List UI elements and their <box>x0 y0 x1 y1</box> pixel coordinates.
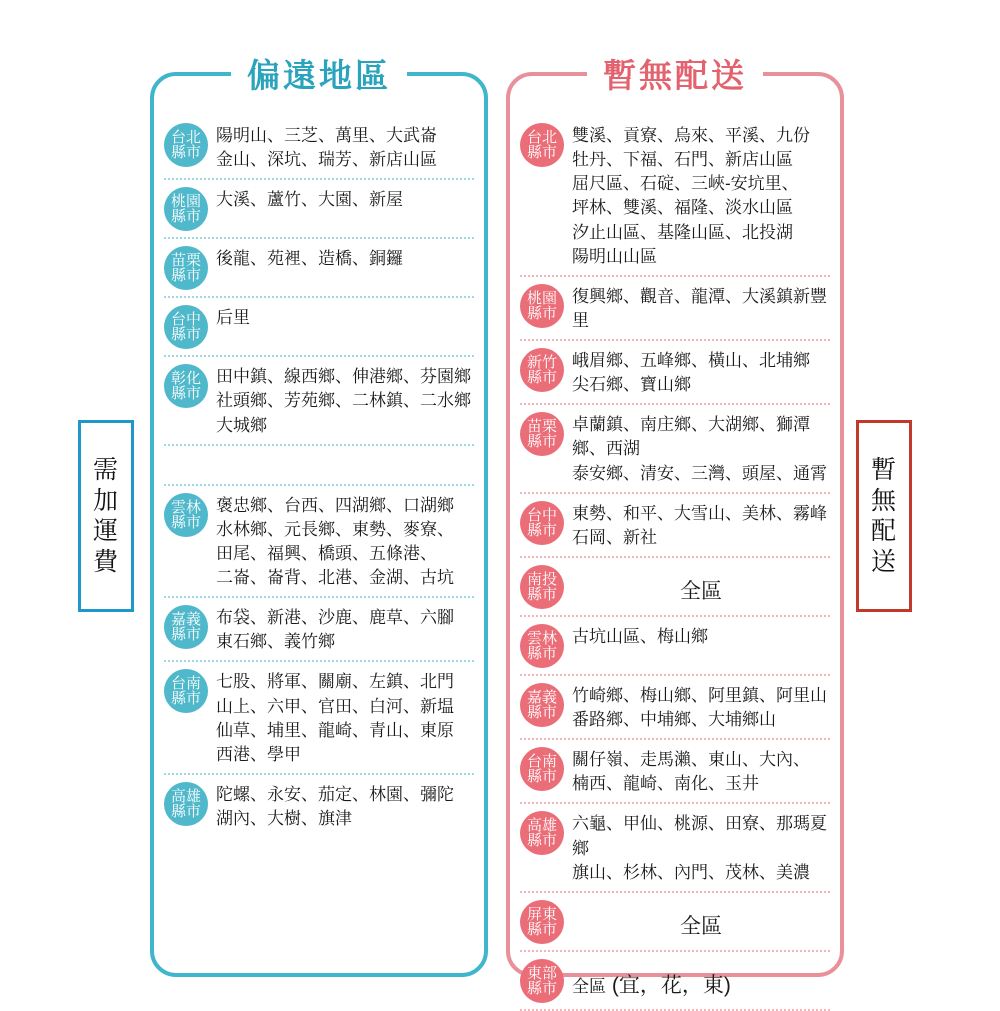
no-delivery-label-char-1: 暫 <box>870 456 897 484</box>
region-badge <box>520 123 564 167</box>
region-badge <box>164 246 208 290</box>
region-badge <box>164 123 208 167</box>
region-badge <box>520 683 564 727</box>
region-row <box>164 298 474 357</box>
region-badge-line: 縣市 <box>526 144 557 161</box>
region-badge <box>520 747 564 791</box>
region-badge <box>164 305 208 349</box>
region-badge-line: 高雄 <box>170 787 201 805</box>
region-list-text: 布袋、新港、沙鹿、鹿草、六腳 東石鄉、義竹鄉 <box>216 608 454 652</box>
no-delivery-panel <box>506 57 844 997</box>
region-badge <box>520 412 564 456</box>
region-badge-line: 台中 <box>526 506 557 524</box>
region-list-text <box>216 451 474 454</box>
region-row <box>520 494 830 558</box>
region-badge <box>520 284 564 328</box>
region-row <box>520 617 830 676</box>
surcharge-required-label <box>78 420 134 612</box>
region-row <box>520 676 830 740</box>
region-list-text: 大溪、蘆竹、大園、新屋 <box>216 190 403 210</box>
region-row <box>164 357 474 445</box>
region-badge-line: 南投 <box>526 570 557 588</box>
region-row <box>164 598 474 662</box>
region-list-text: 關仔嶺、走馬瀨、東山、大內、 楠西、龍崎、南化、玉井 <box>572 750 810 794</box>
region-badge-line: 苗栗 <box>170 252 201 270</box>
region-badge-line: 縣市 <box>526 920 557 938</box>
region-badge-line: 桃園 <box>170 193 201 211</box>
region-row <box>520 893 830 952</box>
no-delivery-label-char-4: 送 <box>870 547 897 576</box>
surcharge-label-char-2: 加 <box>92 486 119 515</box>
region-row <box>520 952 830 1011</box>
region-list-text: 田中鎮、線西鄉、伸港鄉、芬園鄉 社頭鄉、芳苑鄉、二林鎮、二水鄉 大城鄉 <box>216 367 471 435</box>
surcharge-label-char-4: 費 <box>92 547 119 576</box>
region-badge-line: 縣市 <box>170 802 201 820</box>
region-badge-line: 縣市 <box>526 832 557 850</box>
region-badge <box>164 187 208 231</box>
no-delivery-panel-title: 暫無配送 <box>587 50 763 97</box>
region-list-text: 復興鄉、觀音、龍潭、大溪鎮新豐里 <box>572 286 827 330</box>
region-badge <box>520 565 564 609</box>
region-badge-line: 彰化 <box>170 370 201 388</box>
region-badge <box>164 669 208 713</box>
region-badge-line: 屏東 <box>526 905 557 923</box>
region-badge-line: 台北 <box>526 129 557 146</box>
no-delivery-label-char-2: 無 <box>870 486 897 515</box>
region-row <box>520 341 830 405</box>
region-badge-line: 台北 <box>170 129 201 146</box>
region-badge-line: 嘉義 <box>526 688 557 706</box>
region-badge <box>164 605 208 649</box>
no-delivery-label <box>856 420 912 612</box>
region-list-text: 古坑山區、梅山鄉 <box>572 626 708 646</box>
region-badge-line: 苗栗 <box>526 418 557 436</box>
region-badge-line: 縣市 <box>170 690 201 708</box>
region-badge-line: 縣市 <box>170 513 201 531</box>
region-badge-line: 縣市 <box>170 144 201 161</box>
region-list-text: 陀螺、永安、茄定、林園、彌陀 湖內、大樹、旗津 <box>216 784 454 828</box>
region-badge <box>520 501 564 545</box>
region-badge <box>520 348 564 392</box>
region-list-text: 全區 <box>680 914 722 938</box>
region-list-text: 全區 <box>680 579 722 603</box>
region-badge <box>520 811 564 855</box>
region-badge-line: 縣市 <box>526 304 557 322</box>
region-badge-line: 桃園 <box>526 289 557 307</box>
region-badge <box>520 959 564 1003</box>
region-badge-line: 縣市 <box>526 521 557 539</box>
region-badge <box>520 900 564 944</box>
region-row <box>164 446 474 486</box>
no-delivery-label-char-3: 配 <box>870 517 897 545</box>
region-badge-line: 縣市 <box>526 644 557 662</box>
region-list-text: 後龍、苑裡、造橋、銅鑼 <box>216 249 403 269</box>
region-list-text-plain: 全區 <box>572 976 606 996</box>
region-row <box>164 662 474 775</box>
region-badge <box>520 624 564 668</box>
region-badge <box>164 493 208 537</box>
region-badge-line: 縣市 <box>526 703 557 721</box>
remote-area-panel <box>150 57 488 977</box>
region-row <box>164 239 474 298</box>
remote-area-row-list <box>154 110 484 967</box>
region-row <box>520 804 830 892</box>
region-row <box>520 116 830 277</box>
region-list-text-emphasis: (宜，花，東) <box>606 973 731 997</box>
region-badge-line: 縣市 <box>526 768 557 786</box>
region-badge-line: 雲林 <box>170 498 201 516</box>
region-badge-line: 縣市 <box>170 626 201 644</box>
region-badge-line: 縣市 <box>526 369 557 386</box>
region-badge-line: 縣市 <box>170 208 201 226</box>
region-row <box>520 405 830 493</box>
region-row <box>164 116 474 180</box>
region-badge-line: 高雄 <box>526 817 557 835</box>
region-list-text: 竹崎鄉、梅山鄉、阿里鎮、阿里山 番路鄉、中埔鄉、大埔鄉山 <box>572 685 827 729</box>
region-badge-line: 台中 <box>170 311 201 329</box>
region-badge-line: 台南 <box>526 753 557 771</box>
region-badge <box>164 364 208 408</box>
region-badge-line: 縣市 <box>526 585 557 603</box>
region-list-text: 東勢、和平、大雪山、美林、霧峰 石岡、新社 <box>572 503 827 547</box>
region-badge-line: 嘉義 <box>170 611 201 629</box>
region-row <box>164 486 474 599</box>
region-list-text: 卓蘭鎮、南庄鄉、大湖鄉、獅潭鄉、西湖 泰安鄉、清安、三灣、頭屋、通霄 <box>572 415 827 483</box>
region-badge-line: 東部 <box>526 964 557 982</box>
region-list-text: 峨眉鄉、五峰鄉、橫山、北埔鄉 尖石鄉、寶山鄉 <box>572 351 810 395</box>
region-row <box>164 775 474 837</box>
region-list-text: 七股、將軍、關廟、左鎮、北門 山上、六甲、官田、白河、新塭 仙草、埔里、龍崎、青山、東原 西港、學甲 <box>216 672 454 764</box>
surcharge-label-char-1: 需 <box>92 456 119 484</box>
region-badge-line: 縣市 <box>170 267 201 285</box>
remote-area-panel-title: 偏遠地區 <box>231 50 407 97</box>
region-badge-line: 台南 <box>170 675 201 693</box>
region-row <box>520 277 830 341</box>
region-badge-line: 縣市 <box>526 433 557 451</box>
region-list-text: 后里 <box>216 308 250 328</box>
region-list-text: 雙溪、貢寮、烏來、平溪、九份 牡丹、下福、石門、新店山區 屈尺區、石碇、三峽-安坑里、 坪林、雙溪、福隆、淡水山區 汐止山區、基隆山區、北投湖 陽明山山區 <box>572 126 810 266</box>
region-badge-line: 新竹 <box>526 354 557 371</box>
region-badge-line: 縣市 <box>526 979 557 997</box>
region-badge-line: 雲林 <box>526 629 557 647</box>
region-list-text: 六龜、甲仙、桃源、田寮、那瑪夏鄉 旗山、杉林、內門、茂林、美濃 <box>572 814 827 882</box>
region-list-text <box>572 959 830 1001</box>
region-row <box>520 740 830 804</box>
surcharge-label-char-3: 運 <box>92 517 119 545</box>
region-row <box>520 558 830 617</box>
region-row <box>164 180 474 239</box>
region-list-text: 褒忠鄉、台西、四湖鄉、口湖鄉 水林鄉、元長鄉、東勢、麥寮、 田尾、福興、橋頭、五條港、 二崙、崙背、北港、金湖、古坑 <box>216 495 454 587</box>
no-delivery-row-list <box>510 110 840 997</box>
region-badge <box>164 782 208 826</box>
region-badge-line: 縣市 <box>170 385 201 403</box>
region-list-text: 陽明山、三芝、萬里、大武崙 金山、深坑、瑞芳、新店山區 <box>216 126 437 170</box>
region-badge-line: 縣市 <box>170 326 201 344</box>
